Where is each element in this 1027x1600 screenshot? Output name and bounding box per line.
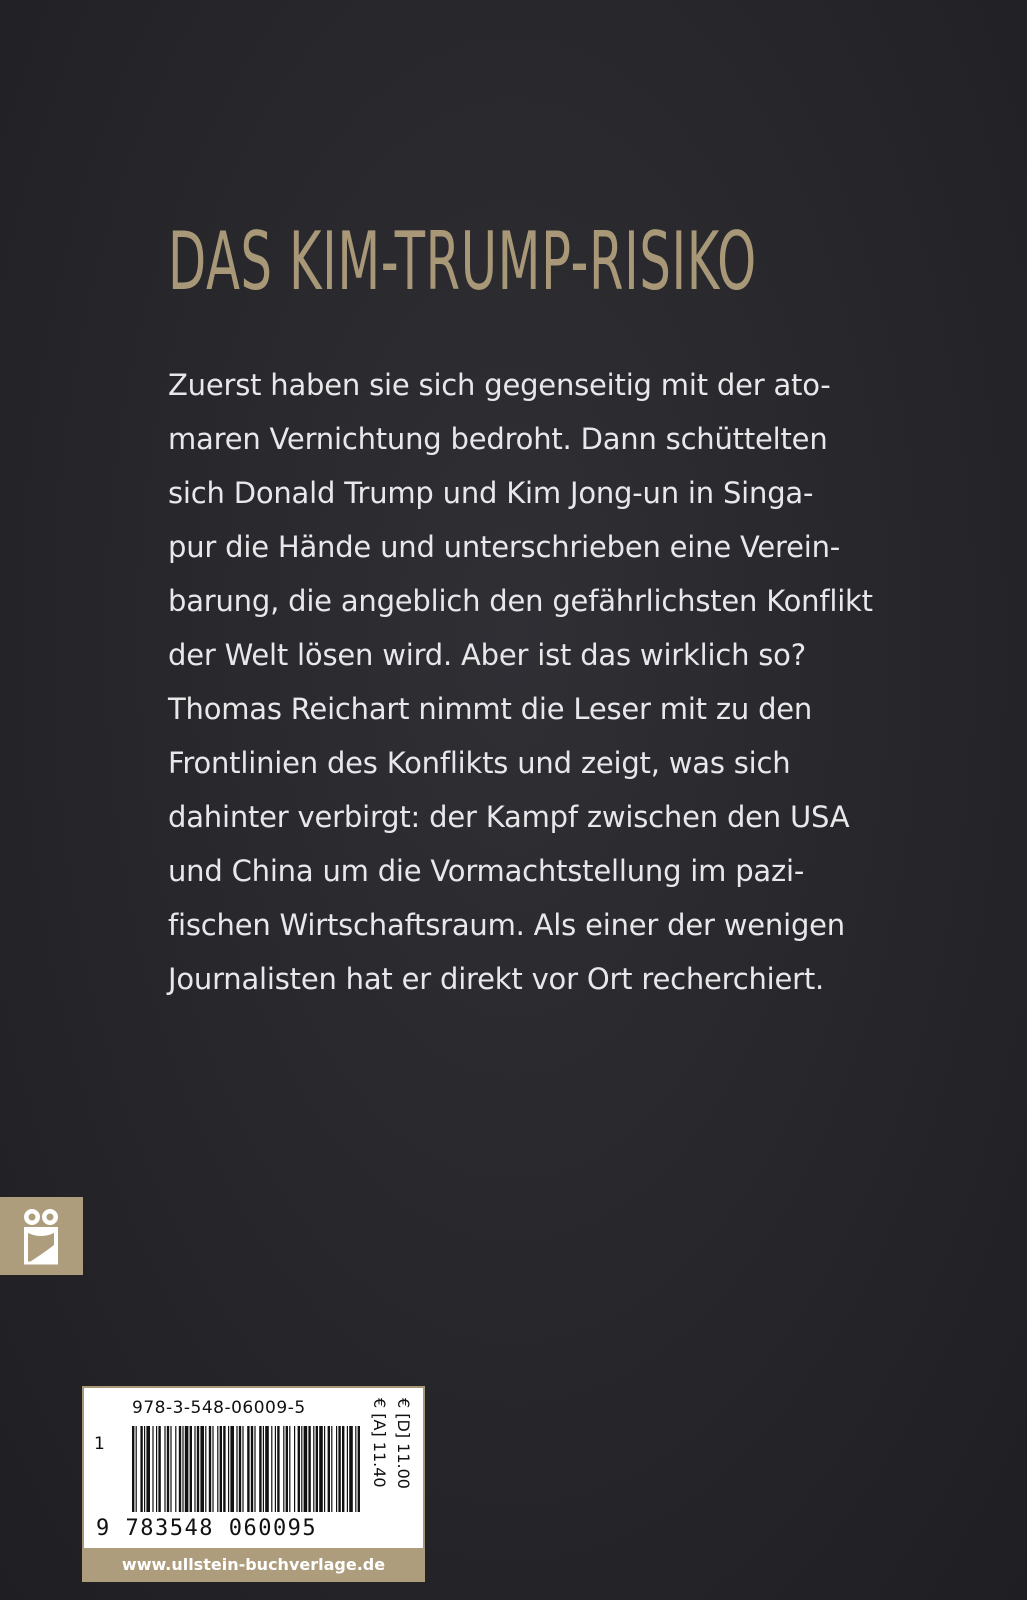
blurb-line: Frontlinien des Konflikts und zeigt, was sich [168, 746, 791, 780]
blurb-line: der Welt lösen wird. Aber ist das wirklich so? [168, 638, 806, 672]
blurb-line: Thomas Reichart nimmt die Leser mit zu den [168, 692, 813, 726]
barcode-icon [132, 1426, 362, 1514]
blurb-line: sich Donald Trump und Kim Jong-un in Singa- [168, 476, 814, 510]
blurb-line: Zuerst haben sie sich gegenseitig mit der ato- [168, 368, 831, 402]
publisher-logo [0, 1197, 83, 1275]
barcode-label [82, 1386, 425, 1548]
price-austria-wrapper [370, 1398, 392, 1508]
blurb-line: fischen Wirtschaftsraum. Als einer der wenigen [168, 908, 845, 942]
blurb-line: und China um die Vormachtstellung im pazi- [168, 854, 805, 888]
barcode-lead-digit: 1 [94, 1434, 105, 1454]
book-title: DAS KIM-TRUMP-RISIKO [168, 215, 757, 308]
blurb-line: Journalisten hat er direkt vor Ort recherchiert. [168, 962, 825, 996]
publisher-url-bar [82, 1548, 425, 1582]
price-germany: € [D] 11.00 [394, 1398, 413, 1489]
owl-icon [20, 1205, 62, 1267]
price-austria: € [A] 11.40 [370, 1398, 389, 1488]
blurb-text [168, 358, 888, 1006]
blurb-line: dahinter verbirgt: der Kampf zwischen den USA [168, 800, 850, 834]
isbn-text: 978-3-548-06009-5 [132, 1398, 306, 1418]
publisher-url: www.ullstein-buchverlage.de [121, 1555, 386, 1574]
ean-digits: 9 783548 060095 [96, 1516, 318, 1541]
blurb-line: barung, die angeblich den gefährlichsten Konflikt [168, 584, 873, 618]
price-germany-wrapper [394, 1398, 416, 1508]
blurb-line: maren Vernichtung bedroht. Dann schüttelten [168, 422, 828, 456]
blurb-line: pur die Hände und unterschrieben eine Verein- [168, 530, 841, 564]
